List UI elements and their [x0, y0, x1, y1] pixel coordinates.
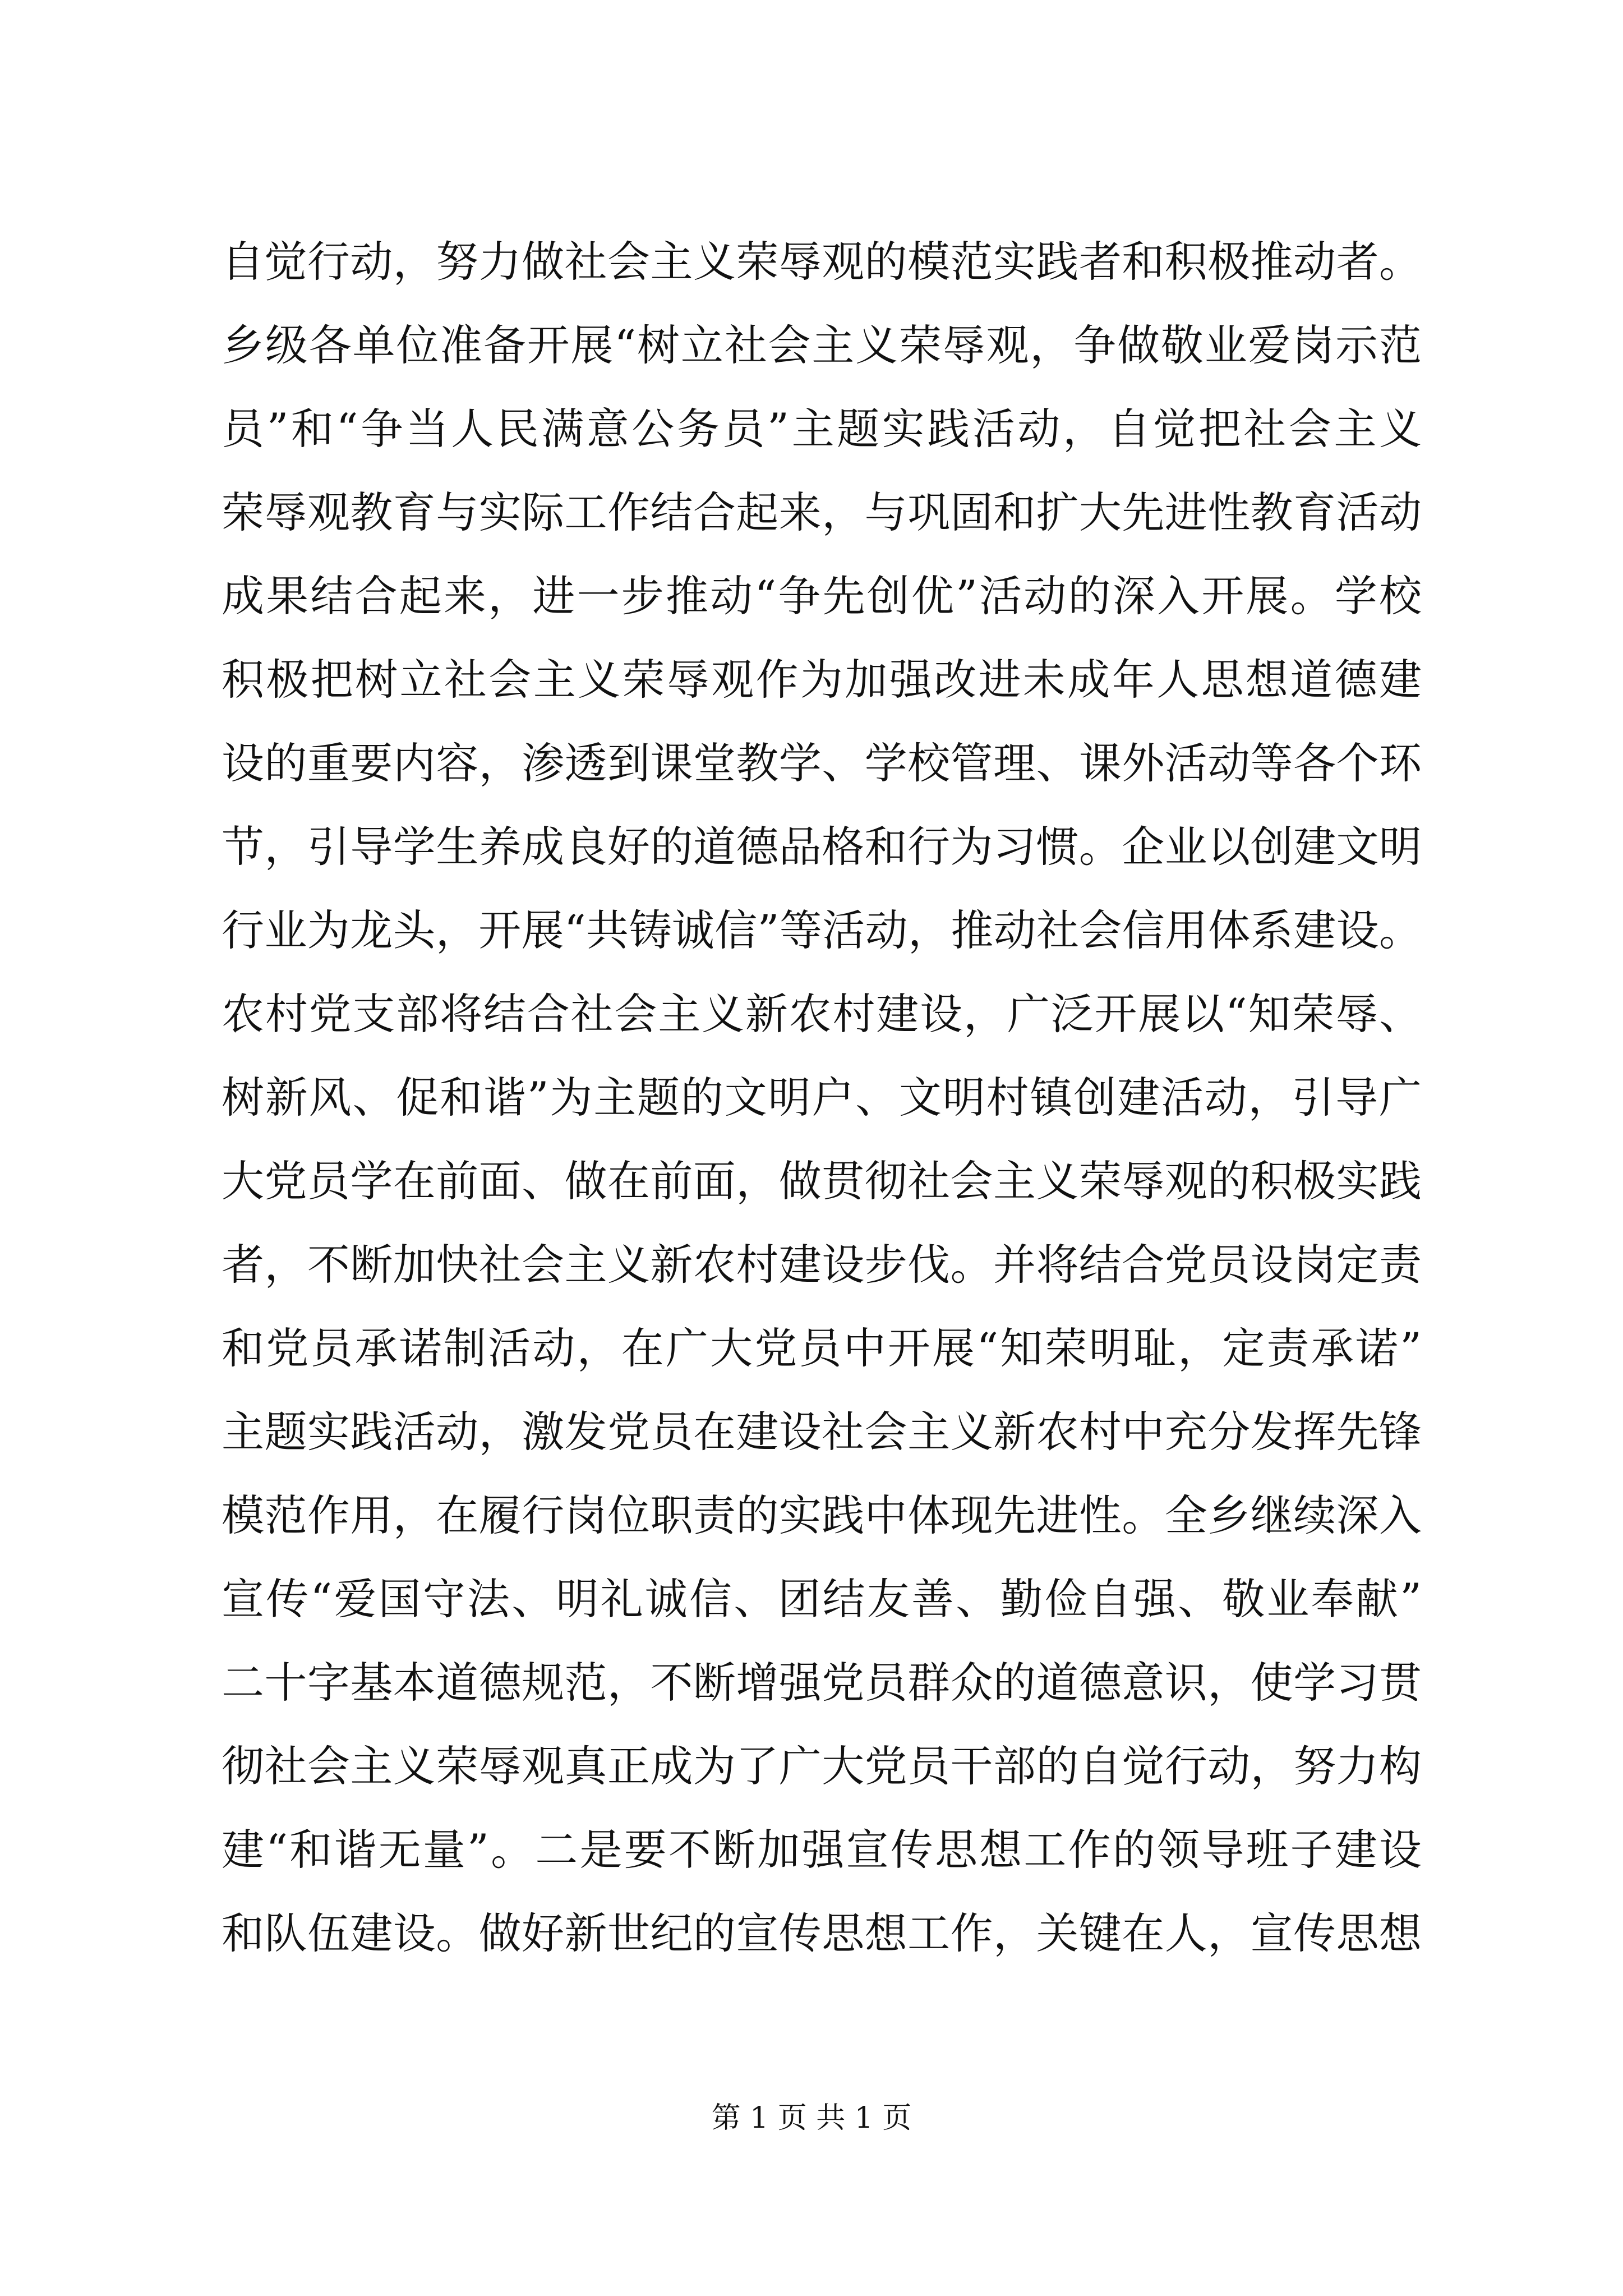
page-number-indicator: 第 1 页 共 1 页: [711, 2101, 912, 2135]
text-line: 荣辱观教育与实际工作结合起来，与巩固和扩大先进性教育活动: [222, 487, 1422, 537]
text-line: 积极把树立社会主义荣辱观作为加强改进未成年人思想道德建: [222, 655, 1422, 705]
body-text: [222, 220, 1422, 1975]
text-line: 员”和“争当人民满意公务员”主题实践活动，自觉把社会主义: [222, 404, 1422, 454]
text-line: 者，不断加快社会主义新农村建设步伐。并将结合党员设岗定责: [222, 1240, 1422, 1290]
text-line: 设的重要内容，渗透到课堂教学、学校管理、课外活动等各个环: [222, 738, 1422, 788]
page-footer: [0, 2098, 1623, 2138]
text-line: 二十字基本道德规范，不断增强党员群众的道德意识，使学习贯: [222, 1658, 1422, 1708]
text-line: 自觉行动，努力做社会主义荣辱观的模范实践者和积极推动者。: [222, 237, 1422, 287]
text-line: 和党员承诺制活动，在广大党员中开展“知荣明耻，定责承诺”: [222, 1323, 1422, 1373]
text-line: 彻社会主义荣辱观真正成为了广大党员干部的自觉行动，努力构: [222, 1741, 1422, 1791]
text-line: 行业为龙头，开展“共铸诚信”等活动，推动社会信用体系建设。: [222, 905, 1422, 955]
text-line: 和队伍建设。做好新世纪的宣传思想工作，关键在人，宣传思想: [222, 1908, 1422, 1958]
text-line: 乡级各单位准备开展“树立社会主义荣辱观，争做敬业爱岗示范: [222, 320, 1422, 370]
text-line: 树新风、促和谐”为主题的文明户、文明村镇创建活动，引导广: [222, 1073, 1422, 1122]
text-line: 建“和谐无量”。二是要不断加强宣传思想工作的领导班子建设: [222, 1825, 1422, 1875]
text-line: 成果结合起来，进一步推动“争先创优”活动的深入开展。学校: [222, 571, 1422, 621]
text-line: 节，引导学生养成良好的道德品格和行为习惯。企业以创建文明: [222, 822, 1422, 872]
text-line: 宣传“爱国守法、明礼诚信、团结友善、勤俭自强、敬业奉献”: [222, 1574, 1422, 1624]
text-line: 主题实践活动，激发党员在建设社会主义新农村中充分发挥先锋: [222, 1407, 1422, 1457]
text-line: 大党员学在前面、做在前面，做贯彻社会主义荣辱观的积极实践: [222, 1156, 1422, 1206]
text-line: 农村党支部将结合社会主义新农村建设，广泛开展以“知荣辱、: [222, 989, 1422, 1039]
text-line: 模范作用，在履行岗位职责的实践中体现先进性。全乡继续深入: [222, 1490, 1422, 1540]
